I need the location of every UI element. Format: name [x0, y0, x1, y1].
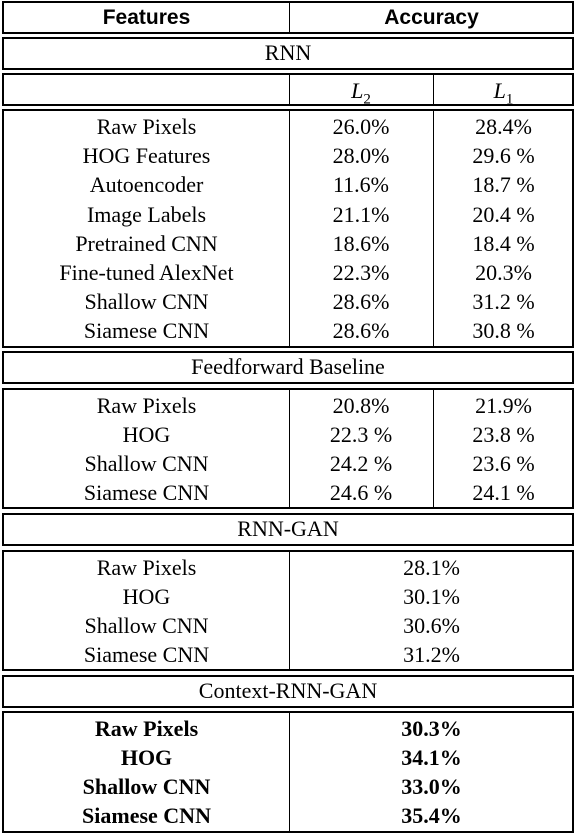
rnn-l1-value: 18.7 % — [472, 172, 535, 197]
context-rnn-gan-feature: Shallow CNN — [82, 774, 211, 799]
rnn-gan-accuracy: 28.1% — [403, 555, 460, 580]
section-title-rnn-gan: RNN-GAN — [237, 516, 339, 541]
rnn-feature: Fine-tuned AlexNet — [59, 260, 234, 285]
section-title-feedforward-block — [2, 351, 574, 384]
feedforward-l2-value: 24.6 % — [329, 480, 393, 505]
rnn-l1-value: 28.4% — [475, 114, 532, 139]
rnn-l2-value: 28.6% — [332, 289, 390, 314]
rnn-feature: Autoencoder — [89, 172, 204, 197]
rnn-rows — [2, 109, 574, 348]
rnn-l1-value: 20.3% — [475, 260, 532, 285]
metric-l1-label: $L_1$ — [493, 78, 514, 108]
rnn-gan-feature: HOG — [122, 584, 171, 609]
rnn-gan-accuracy: 30.1% — [403, 584, 460, 609]
rnn-l1-value: 20.4 % — [472, 202, 535, 227]
rnn-gan-accuracy: 30.6% — [403, 613, 460, 638]
feedforward-feature: Siamese CNN — [83, 480, 210, 505]
rnn-gan-feature: Siamese CNN — [83, 642, 210, 667]
rnn-l1-value: 29.6 % — [472, 143, 535, 168]
rnn-feature: Raw Pixels — [96, 114, 197, 139]
section-title-rnn-block — [2, 37, 574, 70]
context-rnn-gan-accuracy: 33.0% — [401, 774, 462, 799]
rnn-l2-value: 26.0% — [332, 114, 390, 139]
feedforward-l2-value: 20.8% — [332, 393, 390, 418]
rnn-l2-value: 18.6% — [332, 231, 390, 256]
rnn-l2-value: 28.6% — [332, 318, 390, 343]
feedforward-feature: Raw Pixels — [96, 393, 197, 418]
rnn-gan-feature: Raw Pixels — [96, 555, 197, 580]
context-rnn-gan-accuracy: 35.4% — [401, 803, 462, 828]
feedforward-rows — [2, 388, 574, 509]
section-title-context-rnn-gan-block — [2, 675, 574, 708]
metric-header — [2, 73, 574, 106]
rnn-feature: Shallow CNN — [84, 289, 209, 314]
section-title-context-rnn-gan: Context-RNN-GAN — [198, 678, 378, 703]
metric-l2-label: $L_2$ — [351, 78, 371, 108]
table-header — [2, 1, 574, 34]
rnn-l2-value: 22.3% — [332, 260, 390, 285]
feedforward-l1-value: 23.8 % — [472, 422, 535, 447]
rnn-l2-value: 21.1% — [332, 202, 390, 227]
section-title-rnn: RNN — [264, 40, 312, 65]
feedforward-feature: HOG — [122, 422, 171, 447]
feedforward-l1-value: 23.6 % — [472, 451, 535, 476]
rnn-l2-value: 11.6% — [332, 172, 389, 197]
rnn-l2-value: 28.0% — [332, 143, 390, 168]
context-rnn-gan-feature: Raw Pixels — [94, 716, 199, 741]
feedforward-l2-value: 24.2 % — [329, 451, 393, 476]
feedforward-l1-value: 21.9% — [475, 393, 532, 418]
rnn-feature: HOG Features — [82, 143, 211, 168]
context-rnn-gan-accuracy: 30.3% — [401, 716, 462, 741]
rnn-gan-rows — [2, 550, 574, 671]
context-rnn-gan-feature: HOG — [120, 745, 173, 770]
context-rnn-gan-accuracy: 34.1% — [401, 745, 462, 770]
context-rnn-gan-rows — [2, 711, 574, 833]
accuracy-column-header: Accuracy — [384, 6, 479, 29]
section-title-feedforward: Feedforward Baseline — [191, 354, 385, 379]
rnn-gan-accuracy: 31.2% — [403, 642, 460, 667]
rnn-gan-feature: Shallow CNN — [84, 613, 209, 638]
rnn-feature: Siamese CNN — [83, 318, 210, 343]
features-column-header: Features — [102, 6, 191, 29]
rnn-feature: Image Labels — [86, 202, 207, 227]
rnn-l1-value: 18.4 % — [472, 231, 535, 256]
rnn-feature: Pretrained CNN — [75, 231, 218, 256]
feedforward-l2-value: 22.3 % — [329, 422, 393, 447]
rnn-l1-value: 31.2 % — [472, 289, 535, 314]
feedforward-feature: Shallow CNN — [84, 451, 209, 476]
context-rnn-gan-feature: Siamese CNN — [82, 803, 211, 828]
rnn-l1-value: 30.8 % — [472, 318, 535, 343]
section-title-rnn-gan-block — [2, 513, 574, 546]
feedforward-l1-value: 24.1 % — [472, 480, 535, 505]
